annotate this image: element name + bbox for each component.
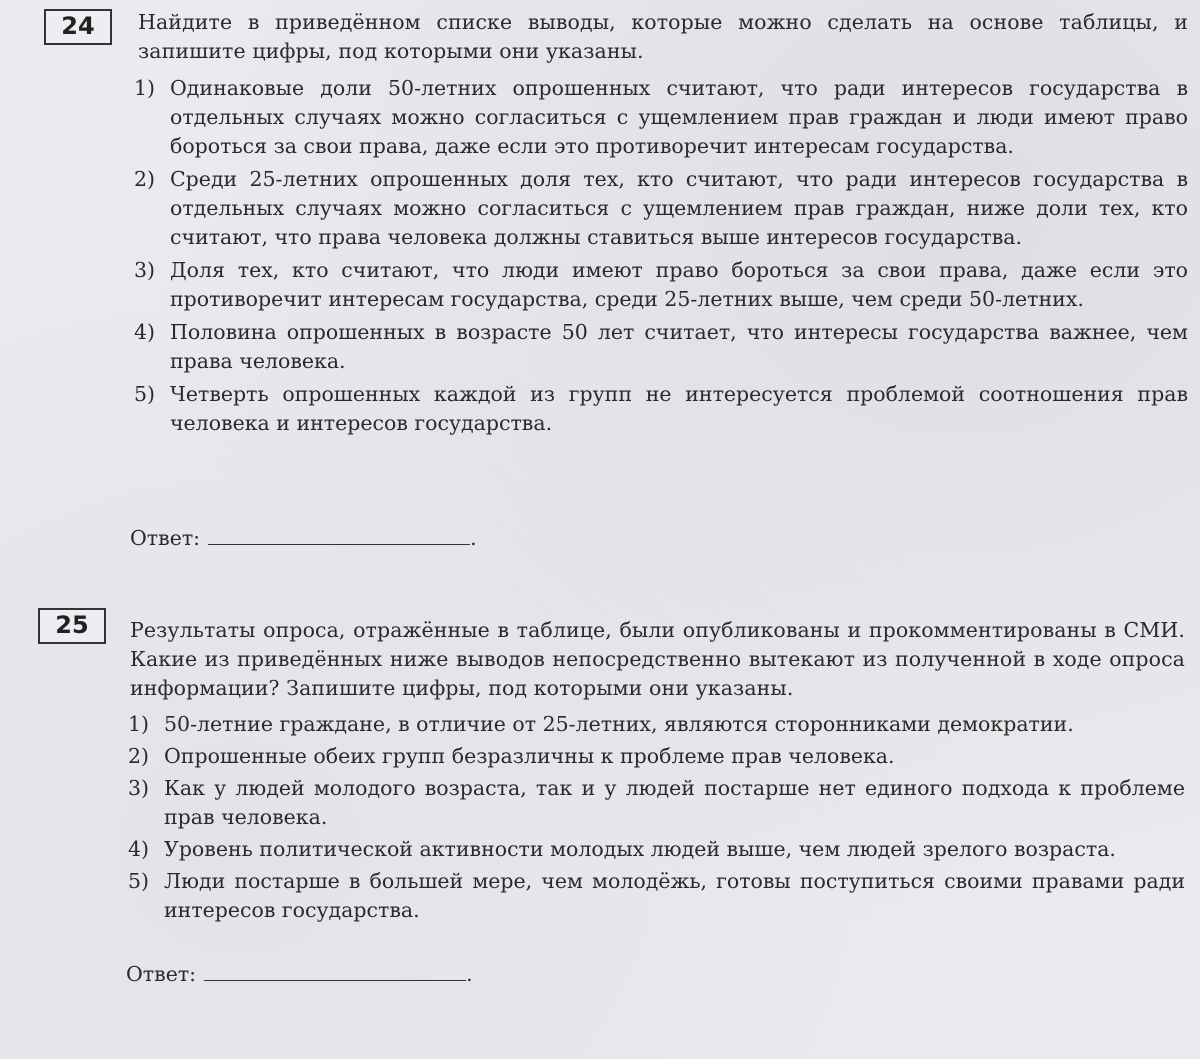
- option-item: [128, 867, 1185, 925]
- question-number: 25: [55, 611, 89, 639]
- answer-label: Ответ:: [130, 526, 201, 550]
- question-24-stem: Найдите в приведённом списке выводы, которые можно сделать на основе таблицы, и запишите цифры, под которыми они указаны.: [138, 10, 1188, 63]
- option-number: 5): [134, 382, 156, 406]
- option-number: 2): [128, 744, 150, 768]
- answer-end: .: [470, 526, 477, 550]
- option-number: 1): [134, 76, 156, 100]
- question-24-answer: [130, 522, 477, 553]
- answer-end: .: [466, 962, 473, 986]
- option-text: Половина опрошенных в возрасте 50 лет считает, что интересы государства важнее, чем права человека.: [170, 320, 1188, 373]
- option-item: [134, 380, 1188, 438]
- option-item: [134, 256, 1188, 314]
- option-item: [134, 318, 1188, 376]
- answer-label: Ответ:: [126, 962, 197, 986]
- option-text: Одинаковые доли 50-летних опрошенных считают, что ради интересов государства в отдельных случаях можно согласиться с ущемлением прав граждан и люди имеют право бороться за свои права, даже если это противоречит интересам государства.: [170, 76, 1188, 158]
- option-text: Доля тех, кто считают, что люди имеют право бороться за свои права, даже если это противоречит интересам государства, среди 25-летних выше, чем среди 50-летних.: [170, 258, 1188, 311]
- option-number: 4): [128, 837, 150, 861]
- option-item: [128, 742, 1185, 771]
- question-number-box-24: [44, 9, 112, 45]
- question-25-stem: Результаты опроса, отражённые в таблице, были опубликованы и прокомментированы в СМИ. Какие из приведённых ниже выводов непосредственно вытекают из полученной в ходе опроса информации? Запишите цифры, под которыми они указаны.: [130, 618, 1185, 700]
- option-number: 3): [134, 258, 156, 282]
- question-25-options: [128, 710, 1185, 928]
- option-number: 4): [134, 320, 156, 344]
- option-item: [128, 835, 1185, 864]
- option-text: Опрошенные обеих групп безразличны к проблеме прав человека.: [164, 744, 895, 768]
- option-text: Уровень политической активности молодых людей выше, чем людей зрелого возраста.: [164, 837, 1116, 861]
- option-item: [134, 165, 1188, 252]
- option-number: 5): [128, 869, 150, 893]
- option-item: [128, 710, 1185, 739]
- option-number: 1): [128, 712, 150, 736]
- option-text: Среди 25-летних опрошенных доля тех, кто считают, что ради интересов государства в отдельных случаях можно согласиться с ущемлением прав граждан, ниже доли тех, кто считают, что права человека должны ставиться выше интересов государства.: [170, 167, 1188, 249]
- question-number-box-25: [38, 608, 106, 644]
- question-24-options: [134, 74, 1188, 442]
- question-25-answer: [126, 958, 473, 989]
- option-item: [134, 74, 1188, 161]
- option-text: Люди постарше в большей мере, чем молодёжь, готовы поступиться своими правами ради интересов государства.: [164, 869, 1185, 922]
- question-number: 24: [61, 12, 95, 40]
- option-number: 2): [134, 167, 156, 191]
- option-item: [128, 774, 1185, 832]
- option-text: 50-летние граждане, в отличие от 25-летних, являются сторонниками демократии.: [164, 712, 1074, 736]
- answer-line[interactable]: [204, 958, 466, 981]
- option-number: 3): [128, 776, 150, 800]
- option-text: Четверть опрошенных каждой из групп не интересуется проблемой соотношения прав человека и интересов государства.: [170, 382, 1188, 435]
- option-text: Как у людей молодого возраста, так и у людей постарше нет единого подхода к проблеме прав человека.: [164, 776, 1185, 829]
- answer-line[interactable]: [208, 522, 470, 545]
